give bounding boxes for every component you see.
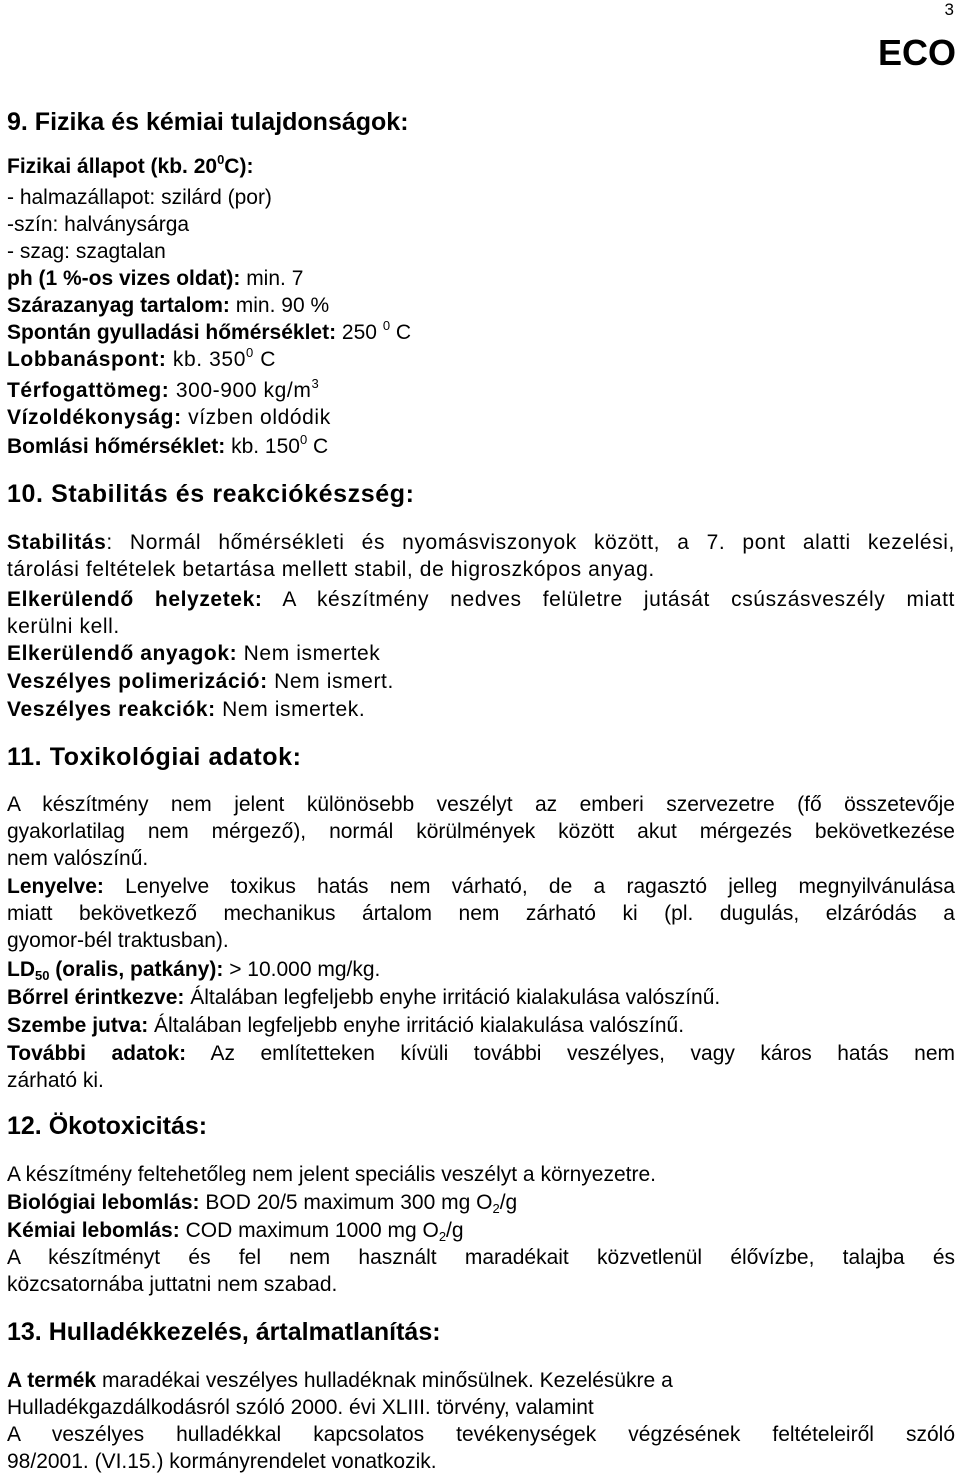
section-12-heading: 12. Ökotoxicitás: — [7, 1112, 208, 1140]
ingestion-line-3: gyomor-bél traktusban). — [7, 929, 229, 952]
disposal-ban-line-1: A készítményt és fel nem használt maradékait közvetlenül élővízbe, talajba és — [7, 1246, 955, 1269]
page-number: 3 — [944, 0, 954, 19]
stability-line-2: tárolási feltételek betartása mellett stabil, de higroszkópos anyag. — [7, 558, 655, 581]
tox-intro-line-2: gyakorlatilag nem mérgező), normál körülmények között akut mérgezés bekövetkezése — [7, 820, 955, 843]
skin-contact-row: Bőrrel érintkezve: Általában legfeljebb enyhe irritáció kialakulása valószínű. — [7, 986, 721, 1009]
section-9-heading: 9. Fizika és kémiai tulajdonságok: — [7, 108, 409, 136]
ph-row: ph (1 %-os vizes oldat): min. 7 — [7, 267, 304, 290]
waste-decree-line: 98/2001. (VI.15.) kormányrendelet vonatkozik. — [7, 1450, 437, 1473]
ingestion-line-1: Lenyelve: Lenyelve toxikus hatás nem várható, de a ragasztó jelleg megnyilvánulása — [7, 875, 955, 898]
aggregate-state: - halmazállapot: szilárd (por) — [7, 186, 272, 209]
waste-product-line: A termék maradékai veszélyes hulladéknak minősülnek. Kezelésükre a — [7, 1369, 673, 1392]
section-13-heading: 13. Hulladékkezelés, ártalmatlanítás: — [7, 1318, 441, 1346]
section-11-heading: 11. Toxikológiai adatok: — [7, 743, 302, 771]
ingestion-line-2: miatt bekövetkező mechanikus ártalom nem zárható ki (pl. dugulás, elzáródás a — [7, 902, 955, 925]
density-row: Térfogattömeg: 300-900 $kg/m^3$ — [7, 376, 320, 402]
dry-matter-row: Szárazanyag tartalom: min. 90 % — [7, 294, 330, 317]
eye-contact-row: Szembe jutva: Általában legfeljebb enyhe irritáció kialakulása valószínű. — [7, 1014, 685, 1037]
avoid-conditions-line-1: Elkerülendő helyzetek: A készítmény nedves felületre jutását csúszásveszély miatt — [7, 588, 955, 611]
avoid-materials-row: Elkerülendő anyagok: Nem ismertek — [7, 642, 381, 665]
eco-intro: A készítmény feltehetőleg nem jelent speciális veszélyt a környezetre. — [7, 1163, 656, 1186]
tox-intro-line-3: nem valószínű. — [7, 847, 149, 870]
disposal-ban-line-2: közcsatornába juttatni nem szabad. — [7, 1273, 338, 1296]
further-info-line-1: További adatok: Az említetteken kívüli további veszélyes, vagy káros hatás nem — [7, 1042, 955, 1065]
waste-law-line: Hulladékgazdálkodásról szóló 2000. évi XLIII. törvény, valamint — [7, 1396, 594, 1419]
solubility-row: Vízoldékonyság: vízben oldódik — [7, 406, 331, 429]
biodegradation-row: Biológiai lebomlás: BOD 20/5 maximum 300 mg $O_2/g$ — [7, 1191, 518, 1216]
hazardous-reactions-row: Veszélyes reakciók: Nem ismertek. — [7, 698, 366, 721]
further-info-line-2: zárható ki. — [7, 1069, 104, 1092]
decomposition-row: Bomlási hőmérséklet: kb. $150^0$ C — [7, 432, 329, 458]
chemical-degradation-row: Kémiai lebomlás: COD maximum 1000 mg $O_2/g$ — [7, 1219, 464, 1244]
stability-line-1: Stabilitás: Normál hőmérsékleti és nyomásviszonyok között, a 7. pont alatti kezelési, — [7, 531, 955, 554]
color: -szín: halványsárga — [7, 213, 190, 236]
avoid-conditions-line-2: kerülni kell. — [7, 615, 120, 638]
brand-logo-text: ECO — [877, 32, 956, 73]
flash-point-row: Lobbanáspont: kb. $350^0$ C — [7, 345, 277, 371]
section-10-heading: 10. Stabilitás és reakciókészség: — [7, 480, 415, 508]
polymerization-row: Veszélyes polimerizáció: Nem ismert. — [7, 670, 394, 693]
tox-intro-line-1: A készítmény nem jelent különösebb veszélyt az emberi szervezetre (fő összetevője — [7, 793, 955, 816]
ignition-row: Spontán gyulladási hőmérséklet: 250 $^0$ C — [7, 318, 412, 344]
ld50-row: $LD_{50}$ (oralis, patkány): > 10.000 mg/kg. — [7, 958, 381, 983]
waste-activity-line: A veszélyes hulladékkal kapcsolatos tevékenységek végzésének feltételeiről szóló — [7, 1423, 955, 1446]
odor: - szag: szagtalan — [7, 240, 166, 263]
physical-state-label: Fizikai állapot (kb. $20^0C$): — [7, 152, 254, 178]
